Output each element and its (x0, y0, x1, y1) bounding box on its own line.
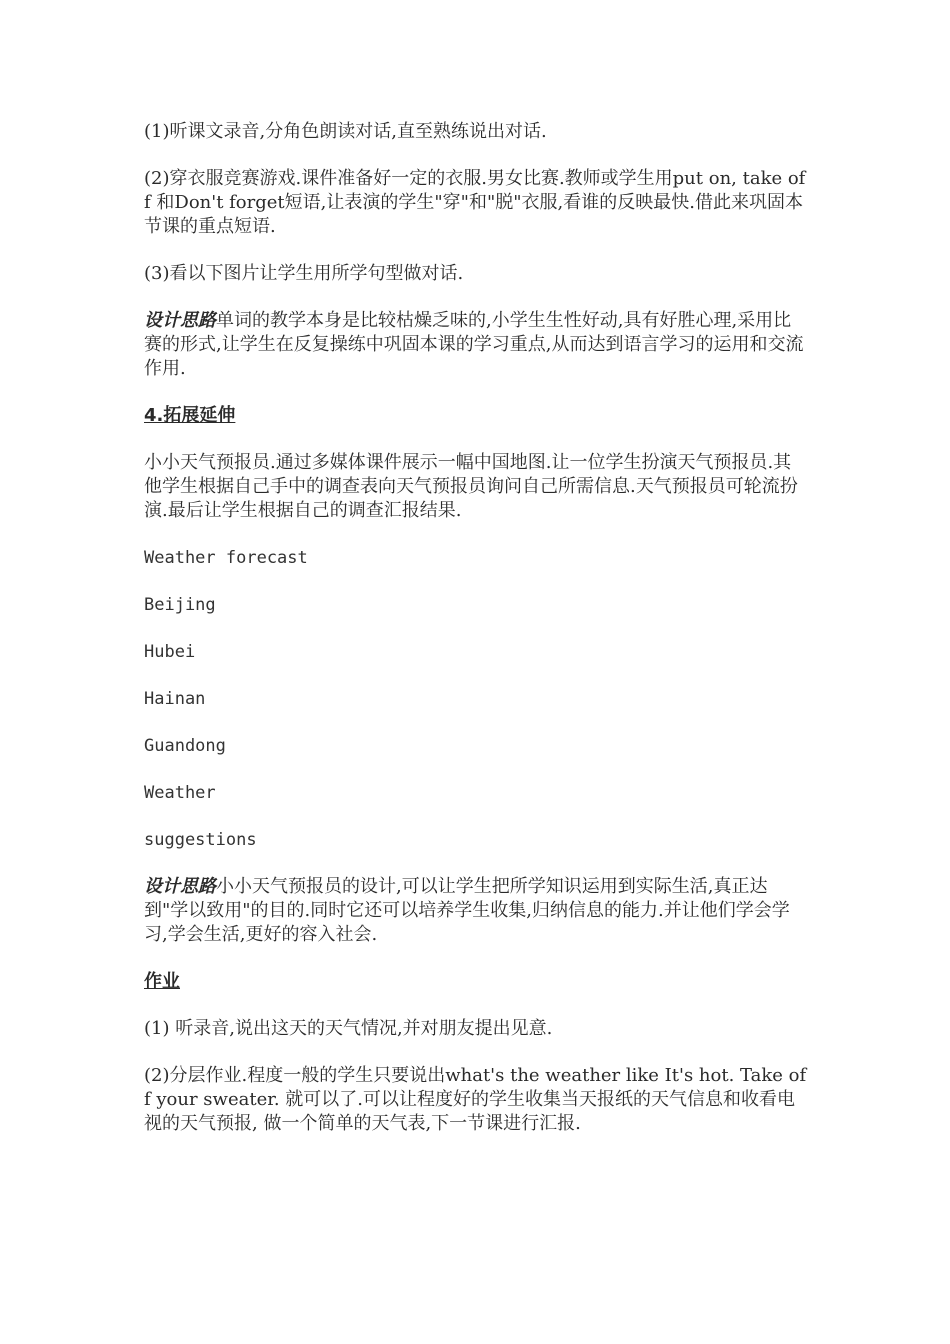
design-idea-text: 小小天气预报员的设计,可以让学生把所学知识运用到实际生活,真正达到"学以致用"的目的.同时它还可以培养学生收集,归纳信息的能力.并让他们学会学习,学会生活,更好的容入社会. (144, 876, 790, 945)
design-idea-keyword: 设计思路 (144, 876, 216, 897)
homework-item-1: (1) 听录音,说出这天的天气情况,并对朋友提出见意. (144, 1018, 553, 1039)
word-line: Guandong (144, 736, 226, 756)
word-line: suggestions (144, 830, 257, 850)
design-idea-paragraph-1 (144, 309, 808, 381)
word-line: Weather forecast (144, 548, 308, 568)
homework-item-2: (2)分层作业.程度一般的学生只要说出what's the weather like It's hot. Take off your sweater. 就可以了.可以让程度好的学生收集当天报纸的天气信息和收看电视的天气预报, 做一个简单的天气表,下一节课进行汇报. (144, 1065, 807, 1134)
paragraph-1: (1)听课文录音,分角色朗读对话,直至熟练说出对话. (144, 121, 547, 142)
design-idea-text: 单词的教学本身是比较枯燥乏味的,小学生生性好动,具有好胜心理,采用比赛的形式,让学生在反复操练中巩固本课的学习重点,从而达到语言学习的运用和交流作用. (144, 310, 804, 379)
word-line: Hubei (144, 642, 196, 662)
word-line: Weather (144, 783, 216, 803)
paragraph-weather-reporter: 小小天气预报员.通过多媒体课件展示一幅中国地图.让一位学生扮演天气预报员.其他学生根据自己手中的调查表向天气预报员询问自己所需信息.天气预报员可轮流扮演.最后让学生根据自己的调查汇报结果. (144, 452, 798, 521)
section-heading-extension: 4.拓展延伸 (144, 405, 236, 426)
section-heading-homework: 作业 (144, 971, 180, 992)
design-idea-keyword: 设计思路 (144, 310, 216, 331)
paragraph-2: (2)穿衣服竞赛游戏.课件准备好一定的衣服.男女比赛.教师或学生用put on, take off 和Don't forget短语,让表演的学生"穿"和"脱"衣服,看谁的反映最快.借此来巩固本节课的重点短语. (144, 168, 806, 237)
paragraph-3: (3)看以下图片让学生用所学句型做对话. (144, 263, 464, 284)
word-line: Hainan (144, 689, 206, 709)
document-page (144, 120, 808, 1159)
design-idea-paragraph-2 (144, 875, 808, 947)
word-line: Beijing (144, 595, 216, 615)
